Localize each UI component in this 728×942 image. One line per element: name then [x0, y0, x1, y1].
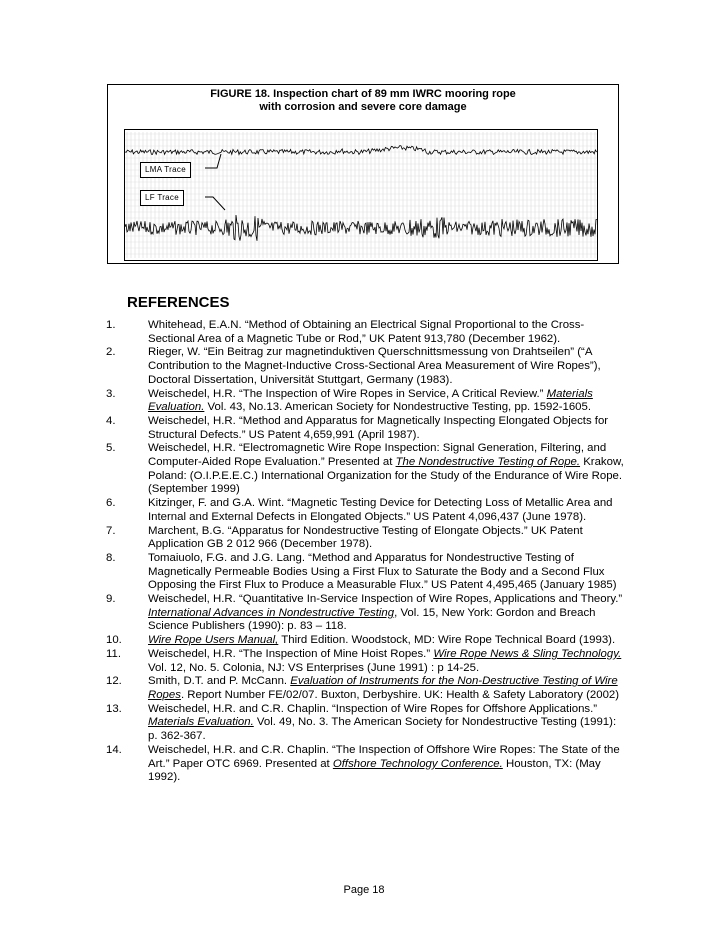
reference-item — [106, 319, 625, 346]
reference-text: Weischedel, H.R. “The Inspection of Wire Ropes in Service, A Critical Review.” — [148, 387, 547, 400]
reference-number: 3. — [106, 387, 116, 400]
inspection-chart — [124, 129, 598, 261]
lf-trace-label: LF Trace — [140, 190, 184, 206]
reference-item — [106, 634, 625, 648]
reference-text: Weischedel, H.R. “Method and Apparatus for Magnetically Inspecting Elongated Objects for Structural Defects.” US Patent 4,659,991 (April 1987). — [148, 414, 609, 441]
reference-item — [106, 442, 625, 497]
page-number: Page 18 — [343, 884, 385, 896]
reference-text: Rieger, W. “Ein Beitrag zur magnetinduktiven Querschnittsmessung von Drahtseilen” (“A Contribution to the Magnet-Inductive Cross-Sectional Area Measurement of Wire Ropes”), Doctoral Dissertation, Universität Stuttgart, Germany (1983). — [148, 346, 601, 386]
reference-item — [106, 593, 625, 634]
reference-number: 7. — [106, 524, 116, 537]
reference-text: . Report Number FE/02/07. Buxton, Derbyshire. UK: Health & Safety Laboratory (2002) — [180, 688, 620, 701]
reference-item — [106, 743, 625, 785]
references-heading: REFERENCES — [127, 294, 230, 311]
reference-text: Marchent, B.G. “Apparatus for Nondestructive Testing of Elongate Objects.” UK Patent Application GB 2 012 966 (December 1978). — [148, 524, 583, 551]
reference-publication-title: International Advances in Nondestructive Testing — [148, 606, 395, 619]
reference-text: Vol. 43, No.13. American Society for Nondestructive Testing, pp. 1592-1605. — [204, 401, 592, 414]
reference-number: 4. — [106, 414, 116, 427]
reference-number: 2. — [106, 346, 116, 359]
reference-publication-title: Evaluation of Instruments for the Non-Destructive Testing of Wire Ropes — [148, 675, 618, 701]
reference-text: Weischedel, H.R. “Quantitative In-Service Inspection of Wire Ropes, Applications and Theory.” — [148, 593, 623, 606]
reference-item — [106, 497, 625, 524]
reference-text: Third Edition. Woodstock, MD: Wire Rope Technical Board (1993). — [278, 634, 616, 647]
reference-number: 1. — [106, 319, 116, 331]
reference-item — [106, 524, 625, 552]
reference-item — [106, 414, 625, 442]
lf-trace-line — [125, 215, 597, 241]
figure-18 — [107, 84, 619, 264]
reference-text: Houston, TX: (May 1992). — [148, 757, 601, 784]
reference-text: Vol. 12, No. 5. Colonia, NJ: VS Enterprises (June 1991) : p 14-25. — [148, 661, 480, 674]
reference-item — [106, 551, 625, 593]
reference-item — [106, 647, 625, 675]
figure-caption-line1: FIGURE 18. Inspection chart of 89 mm IWRC mooring rope — [210, 88, 516, 100]
reference-text: Kitzinger, F. and G.A. Wint. “Magnetic Testing Device for Detecting Loss of Metallic Area and Internal and External Defects in Elongated Objects.” US Patent 4,096,437 (June 1978). — [148, 497, 613, 523]
reference-text: Whitehead, E.A.N. “Method of Obtaining an Electrical Signal Proportional to the Cross-Sectional Area of a Magnetic Tube or Rod,” UK Patent 913,780 (December 1962). — [148, 319, 585, 345]
reference-text: Krakow, Poland: (O.I.P.E.E.C.) International Organization for the Study of the Endurance of Wire Rope. (September 1999) — [148, 456, 624, 496]
reference-number: 12. — [106, 675, 122, 688]
reference-publication-title: Wire Rope Users Manual, — [148, 634, 279, 647]
reference-publication-title: Materials Evaluation. — [148, 716, 254, 729]
reference-number: 5. — [106, 442, 116, 455]
lma-trace-label: LMA Trace — [140, 162, 191, 178]
reference-text: Smith, D.T. and P. McCann. — [148, 675, 291, 688]
reference-text: Weischedel, H.R. and C.R. Chaplin. “The Inspection of Offshore Wire Ropes: The State of the Art.” Paper OTC 6969. Presented at — [148, 743, 620, 770]
reference-item — [106, 675, 625, 702]
figure-caption — [108, 88, 618, 114]
lma-trace-line — [125, 146, 597, 155]
reference-number: 9. — [106, 593, 116, 606]
reference-item — [106, 702, 625, 744]
reference-item — [106, 346, 625, 387]
reference-number: 14. — [106, 743, 122, 756]
chart-traces — [125, 130, 597, 260]
reference-text: Weischedel, H.R. and C.R. Chaplin. “Inspection of Wire Ropes for Offshore Applications.” — [148, 702, 598, 715]
reference-number: 8. — [106, 551, 116, 564]
reference-publication-title: Materials Evaluation. — [148, 387, 593, 414]
reference-publication-title: Offshore Technology Conference. — [332, 757, 503, 770]
reference-number: 11. — [106, 647, 121, 660]
reference-number: 10. — [106, 634, 122, 647]
reference-publication-title: Wire Rope News & Sling Technology. — [433, 647, 622, 660]
figure-caption-line2: with corrosion and severe core damage — [259, 101, 467, 113]
reference-text: Vol. 49, No. 3. The American Society for Nondestructive Testing (1991): p. 362-367. — [148, 716, 617, 743]
reference-number: 6. — [106, 497, 116, 510]
reference-text: , Vol. 15, New York: Gordon and Breach Science Publishers (1990): p. 83 – 118. — [148, 606, 596, 633]
reference-text: Weischedel, H.R. “The Inspection of Mine Hoist Ropes.” — [148, 647, 434, 660]
reference-text: Tomaiuolo, F.G. and J.G. Lang. “Method and Apparatus for Nondestructive Testing of Magnetically Permeable Bodies Using a First Flux to Saturate the Body and a Second Flux Opposing the First Flux to Produce a Measurable Flux.” US Patent 4,495,465 (January 1985) — [148, 551, 617, 592]
reference-text: Weischedel, H.R. “Electromagnetic Wire Rope Inspection: Signal Generation, Filtering, and Computer-Aided Rope Evaluation.” Presented at — [148, 442, 607, 469]
reference-number: 13. — [106, 702, 122, 715]
lma-arrow — [205, 154, 221, 168]
reference-item — [106, 387, 625, 415]
reference-publication-title: The Nondestructive Testing of Rope. — [395, 456, 581, 469]
references-list — [106, 319, 625, 785]
